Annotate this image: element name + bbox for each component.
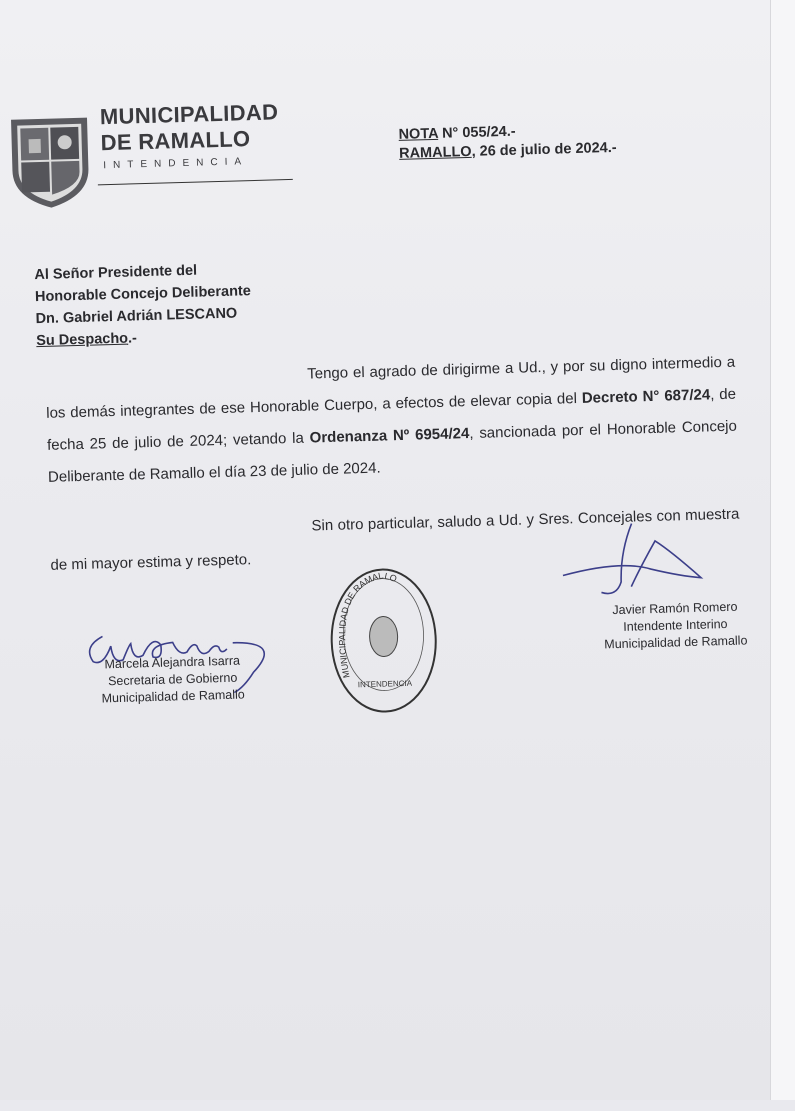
decreto-ref: Decreto N° 687/24 [581, 386, 711, 407]
note-number-value: N° 055/24.- [437, 123, 516, 142]
body-text: , sancionada por el Honorable Concejo Deliberante de Ramallo el día 23 de julio de 2024. [47, 417, 738, 486]
body-paragraph-1 [45, 347, 738, 494]
recipient-line: Al Señor Presidente del [34, 262, 198, 284]
signer-org: Municipalidad de Ramallo [604, 633, 748, 652]
note-label: NOTA [398, 125, 439, 143]
recipient-line: Dn. Gabriel Adrián LESCANO [35, 305, 238, 328]
recipient-line [36, 324, 252, 352]
note-place: RAMALLO [398, 143, 472, 162]
stamp-bottom-text: INTENDENCIA [357, 678, 413, 690]
signer-role: Secretaria de Gobierno [107, 670, 238, 689]
municipal-shield-logo [8, 114, 93, 211]
su-despacho-suffix: .- [127, 330, 138, 347]
body-text: Tengo el agrado de dirigirme a Ud., y por su digno intermedio a los demás integrantes de ese Honorable Cuerpo, a efectos de elevar copia del [45, 353, 736, 422]
org-subtitle: INTENDENCIA [103, 156, 249, 172]
intendencia-stamp [327, 565, 441, 716]
body-text: , de fecha 25 de julio de 2024; vetando la [46, 385, 737, 454]
letterhead-rule [98, 179, 293, 185]
ordenanza-ref: Ordenanza Nº 6954/24 [309, 425, 470, 447]
stamp-ring-text: MUNICIPALIDAD DE RAMALLO [337, 570, 399, 679]
org-name-line2: DE RAMALLO [100, 126, 251, 156]
signature-left [77, 652, 268, 708]
su-despacho: Su Despacho [35, 330, 129, 350]
signer-name: Javier Ramón Romero [612, 599, 738, 618]
signature-right [590, 598, 761, 654]
signer-org: Municipalidad de Ramallo [101, 687, 245, 706]
body-paragraph-2: Sin otro particular, saludo a Ud. y Sres. Concejales con muestra de mi mayor estima y respeto. [50, 505, 740, 574]
recipient-line: Honorable Concejo Deliberante [34, 283, 252, 306]
signature-right-scribble [560, 519, 712, 603]
note-date-value: , 26 de julio de 2024.- [471, 139, 617, 160]
signer-name: Marcela Alejandra Isarra [104, 653, 241, 672]
org-name-line1: MUNICIPALIDAD [99, 99, 279, 130]
recipient-block [34, 258, 252, 352]
signer-role: Intendente Interino [623, 616, 728, 634]
